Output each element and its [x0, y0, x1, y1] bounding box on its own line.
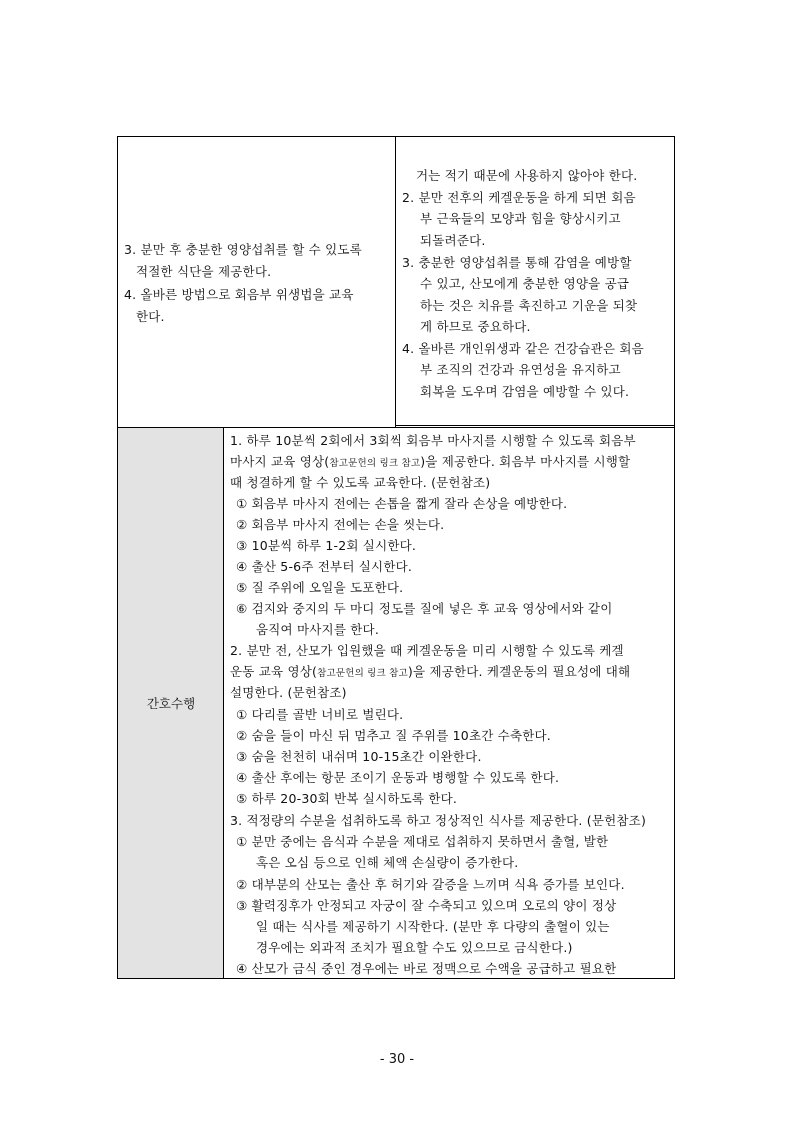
text-line: 수 있고, 산모에게 충분한 영양을 공급 [420, 276, 630, 291]
text-line [236, 896, 616, 914]
text-segment: 때 청결하게 할 수 있도록 교육한다. (문헌참조) [230, 475, 491, 490]
table-border-bottom [117, 978, 675, 979]
text-segment: 3. 적정량의 수분을 섭취하도록 하고 정상적인 식사를 제공한다. (문헌참조) [230, 813, 647, 828]
text-segment: )을 제공한다. 케겔운동의 필요성에 대해 [407, 664, 631, 679]
text-segment: 경우에는 외과적 조치가 필요할 수도 있으므로 금식한다.) [256, 940, 573, 955]
text-line: 한다. [136, 309, 165, 324]
text-line [256, 938, 573, 956]
text-line: 부 근육들의 모양과 힘을 향상시키고 [420, 211, 621, 226]
text-line [236, 557, 412, 575]
table-border-inner [395, 425, 675, 426]
text-line [236, 789, 457, 807]
text-line [236, 832, 608, 850]
text-line [236, 599, 612, 617]
text-segment: 혹은 오심 등으로 인해 체액 손실량이 증가한다. [256, 855, 519, 870]
reference-note: 참고문헌의 링크 참고 [317, 668, 408, 679]
text-segment: 1. 하루 10분씩 2회에서 3회씩 회음부 마사지를 시행할 수 있도록 회음부 [230, 433, 636, 448]
text-segment: ① 회음부 마사지 전에는 손톱을 짧게 잘라 손상을 예방한다. [236, 496, 568, 511]
text-line: 3. 충분한 영양섭취를 통해 감염을 예방할 [402, 255, 632, 270]
text-segment: ③ 숨을 천천히 내쉬며 10-15초간 이완한다. [236, 749, 482, 764]
text-line: 게 하므로 중요하다. [420, 319, 531, 334]
text-segment: ② 숨을 들이 마신 뒤 멈추고 질 주위를 10초간 수축한다. [236, 728, 551, 743]
text-segment: 설명한다. (문헌참조) [230, 685, 347, 700]
text-segment: ① 다리를 골반 너비로 벌린다. [236, 707, 404, 722]
table-border-mid [117, 427, 675, 428]
text-line [236, 747, 482, 765]
text-line: 2. 분만 전후의 케겔운동을 하게 되면 회음 [402, 190, 636, 205]
text-line [236, 536, 416, 554]
nursing-implementation-label: 간호수행 [146, 696, 196, 711]
text-line: 부 조직의 건강과 유연성을 유지하고 [420, 362, 621, 377]
text-line: 3. 분만 후 충분한 영양섭취를 할 수 있도록 [124, 242, 362, 257]
text-line: 회복을 도우며 감염을 예방할 수 있다. [420, 384, 630, 399]
text-segment: 마사지 교육 영상( [230, 454, 330, 469]
text-line [230, 473, 490, 491]
text-segment: 2. 분만 전, 산모가 입원했을 때 케겔운동을 미리 시행할 수 있도록 케겔 [230, 643, 624, 658]
text-line: 4. 올바른 방법으로 회음부 위생법을 교육 [124, 287, 354, 302]
text-line: 되돌려준다. [420, 233, 486, 248]
text-line [230, 662, 630, 680]
text-segment: ⑥ 검지와 중지의 두 마디 정도를 질에 넣은 후 교육 영상에서와 같이 [236, 601, 613, 616]
text-line: 적절한 식단을 제공한다. [136, 264, 272, 279]
text-segment: ④ 산모가 금식 중인 경우에는 바로 정맥으로 수액을 공급하고 필요한 [236, 961, 617, 976]
text-line [230, 811, 646, 829]
text-segment: ⑤ 질 주위에 오일을 도포한다. [236, 580, 404, 595]
text-segment: ⑤ 하루 20-30회 반복 실시하도록 한다. [236, 791, 458, 806]
text-segment: ③ 활력징후가 안정되고 자궁이 잘 수축되고 있으며 오로의 양이 정상 [236, 898, 617, 913]
text-segment: ③ 10분씩 하루 1-2회 실시한다. [236, 538, 417, 553]
text-segment: )을 제공한다. 회음부 마사지를 시행할 [420, 454, 631, 469]
text-line: 거는 적기 때문에 사용하지 않아야 한다. [416, 168, 638, 183]
text-line [236, 875, 625, 893]
text-line [236, 726, 551, 744]
text-line: 4. 올바른 개인위생과 같은 건강습관은 회음 [402, 341, 644, 356]
text-line [236, 578, 403, 596]
text-line [256, 853, 518, 871]
table-border-left [117, 136, 118, 979]
text-line [236, 494, 567, 512]
text-segment: ④ 출산 후에는 항문 조이기 운동과 병행할 수 있도록 한다. [236, 770, 560, 785]
table-border-right [674, 136, 675, 979]
text-line [230, 452, 630, 470]
text-segment: ② 회음부 마사지 전에는 손을 씻는다. [236, 517, 445, 532]
text-segment: ④ 출산 5-6주 전부터 실시한다. [236, 559, 413, 574]
text-segment: ② 대부분의 산모는 출산 후 허기와 갈증을 느끼며 식욕 증가를 보인다. [236, 877, 625, 892]
table-border-top [117, 136, 675, 137]
text-line [236, 515, 444, 533]
text-line [230, 683, 347, 701]
text-segment: 운동 교육 영상( [230, 664, 318, 679]
text-segment: ① 분만 중에는 음식과 수분을 제대로 섭취하지 못하면서 출혈, 발한 [236, 834, 609, 849]
reference-note: 참고문헌의 링크 참고 [329, 458, 421, 469]
text-line: 하는 것은 치유를 촉진하고 기운을 되찾 [420, 298, 638, 313]
text-line [230, 641, 624, 659]
text-line [230, 431, 636, 449]
text-line [236, 768, 559, 786]
text-line [236, 959, 616, 977]
page-number: - 30 - [379, 1052, 415, 1067]
text-line [256, 917, 610, 935]
text-segment: 움직여 마사지를 한다. [256, 622, 379, 637]
text-line [236, 705, 403, 723]
table-divider-top [395, 136, 396, 427]
text-segment: 일 때는 식사를 제공하기 시작한다. (분만 후 다량의 출혈이 있는 [256, 919, 610, 934]
text-line [256, 620, 379, 638]
